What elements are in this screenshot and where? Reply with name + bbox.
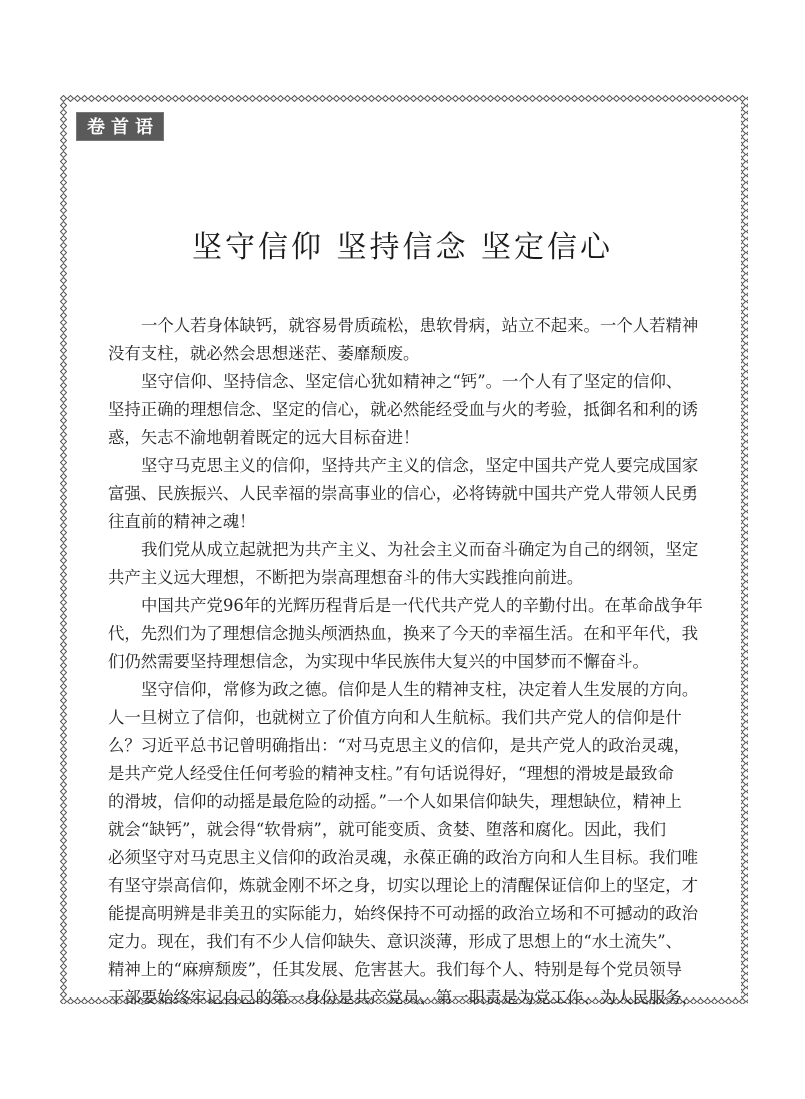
paragraph: [108, 312, 708, 368]
paragraph: [108, 592, 708, 676]
text-line: 我们党从成立起就把为共产主义、为社会主义而奋斗确定为自己的纲领，坚定: [141, 540, 699, 559]
text-line: 就会“缺钙”，就会得“软骨病”，就可能变质、贪婪、堕落和腐化。因此，我们: [108, 820, 667, 839]
paragraph: [108, 452, 708, 536]
text-line: 中国共产党96年的光辉历程背后是一代代共产党人的辛勤付出。在革命战争年: [141, 596, 703, 615]
text-line: 坚守信仰，常修为政之德。信仰是人生的精神支柱，决定着人生发展的方向。: [141, 680, 699, 699]
text-line: 没有支柱，就必然会思想迷茫、萎靡颓废。: [108, 344, 420, 363]
text-line: 么？习近平总书记曾明确指出：“对马克思主义的信仰，是共产党人的政治灵魂，: [108, 736, 691, 755]
text-line: 的滑坡，信仰的动摇是最危险的动摇。”一个人如果信仰缺失，理想缺位，精神上: [108, 792, 682, 811]
text-line: 有坚守崇高信仰，炼就金刚不坏之身，切实以理论上的清醒保证信仰上的坚定，才: [108, 876, 699, 895]
text-line: 必须坚守对马克思主义信仰的政治灵魂，永葆正确的政治方向和人生目标。我们唯: [108, 848, 699, 867]
text-line: 一个人若身体缺钙，就容易骨质疏松，患软骨病，站立不起来。一个人若精神: [141, 316, 699, 335]
text-line: 坚守信仰、坚持信念、坚定信心犹如精神之“钙”。一个人有了坚定的信仰、: [141, 372, 683, 391]
text-line: 能提高明辨是非美丑的实际能力，始终保持不可动摇的政治立场和不可撼动的政治: [108, 904, 699, 923]
text-line: 们仍然需要坚持理想信念，为实现中华民族伟大复兴的中国梦而不懈奋斗。: [108, 652, 649, 671]
article-body: [108, 312, 708, 1012]
text-line: 是共产党人经受住任何考验的精神支柱。”有句话说得好，“理想的滑坡是最致命: [108, 764, 674, 783]
text-line: 定力。现在，我们有不少人信仰缺失、意识淡薄，形成了思想上的“水土流失”、: [108, 932, 683, 951]
text-line: 坚持正确的理想信念、坚定的信心，就必然能经受血与火的考验，抵御名和利的诱: [108, 400, 699, 419]
text-line: 坚守马克思主义的信仰，坚持共产主义的信念，坚定中国共产党人要完成国家: [141, 456, 699, 475]
paragraph: [108, 536, 708, 592]
text-line: 惑，矢志不渝地朝着既定的远大目标奋进！: [108, 428, 420, 447]
section-tag: 卷首语: [76, 112, 164, 141]
page-title: 坚守信仰 坚持信念 坚定信心: [191, 230, 614, 265]
text-line: 代，先烈们为了理想信念抛头颅洒热血，换来了今天的幸福生活。在和平年代，我: [108, 624, 699, 643]
paragraph: [108, 368, 708, 452]
text-line: 往直前的精神之魂！: [108, 512, 256, 531]
text-line: 共产主义远大理想，不断把为崇高理想奋斗的伟大实践推向前进。: [108, 568, 584, 587]
paragraph: [108, 676, 708, 1012]
text-line: 干部要始终牢记自己的第一身份是共产党员、第一职责是为党工作、为人民服务，: [108, 988, 699, 1007]
text-line: 精神上的“麻痹颓废”，任其发展、危害甚大。我们每个人、特别是每个党员领导: [108, 960, 683, 979]
text-line: 人一旦树立了信仰，也就树立了价值方向和人生航标。我们共产党人的信仰是什: [108, 708, 682, 727]
text-line: 富强、民族振兴、人民幸福的崇高事业的信心，必将铸就中国共产党人带领人民勇: [108, 484, 699, 503]
